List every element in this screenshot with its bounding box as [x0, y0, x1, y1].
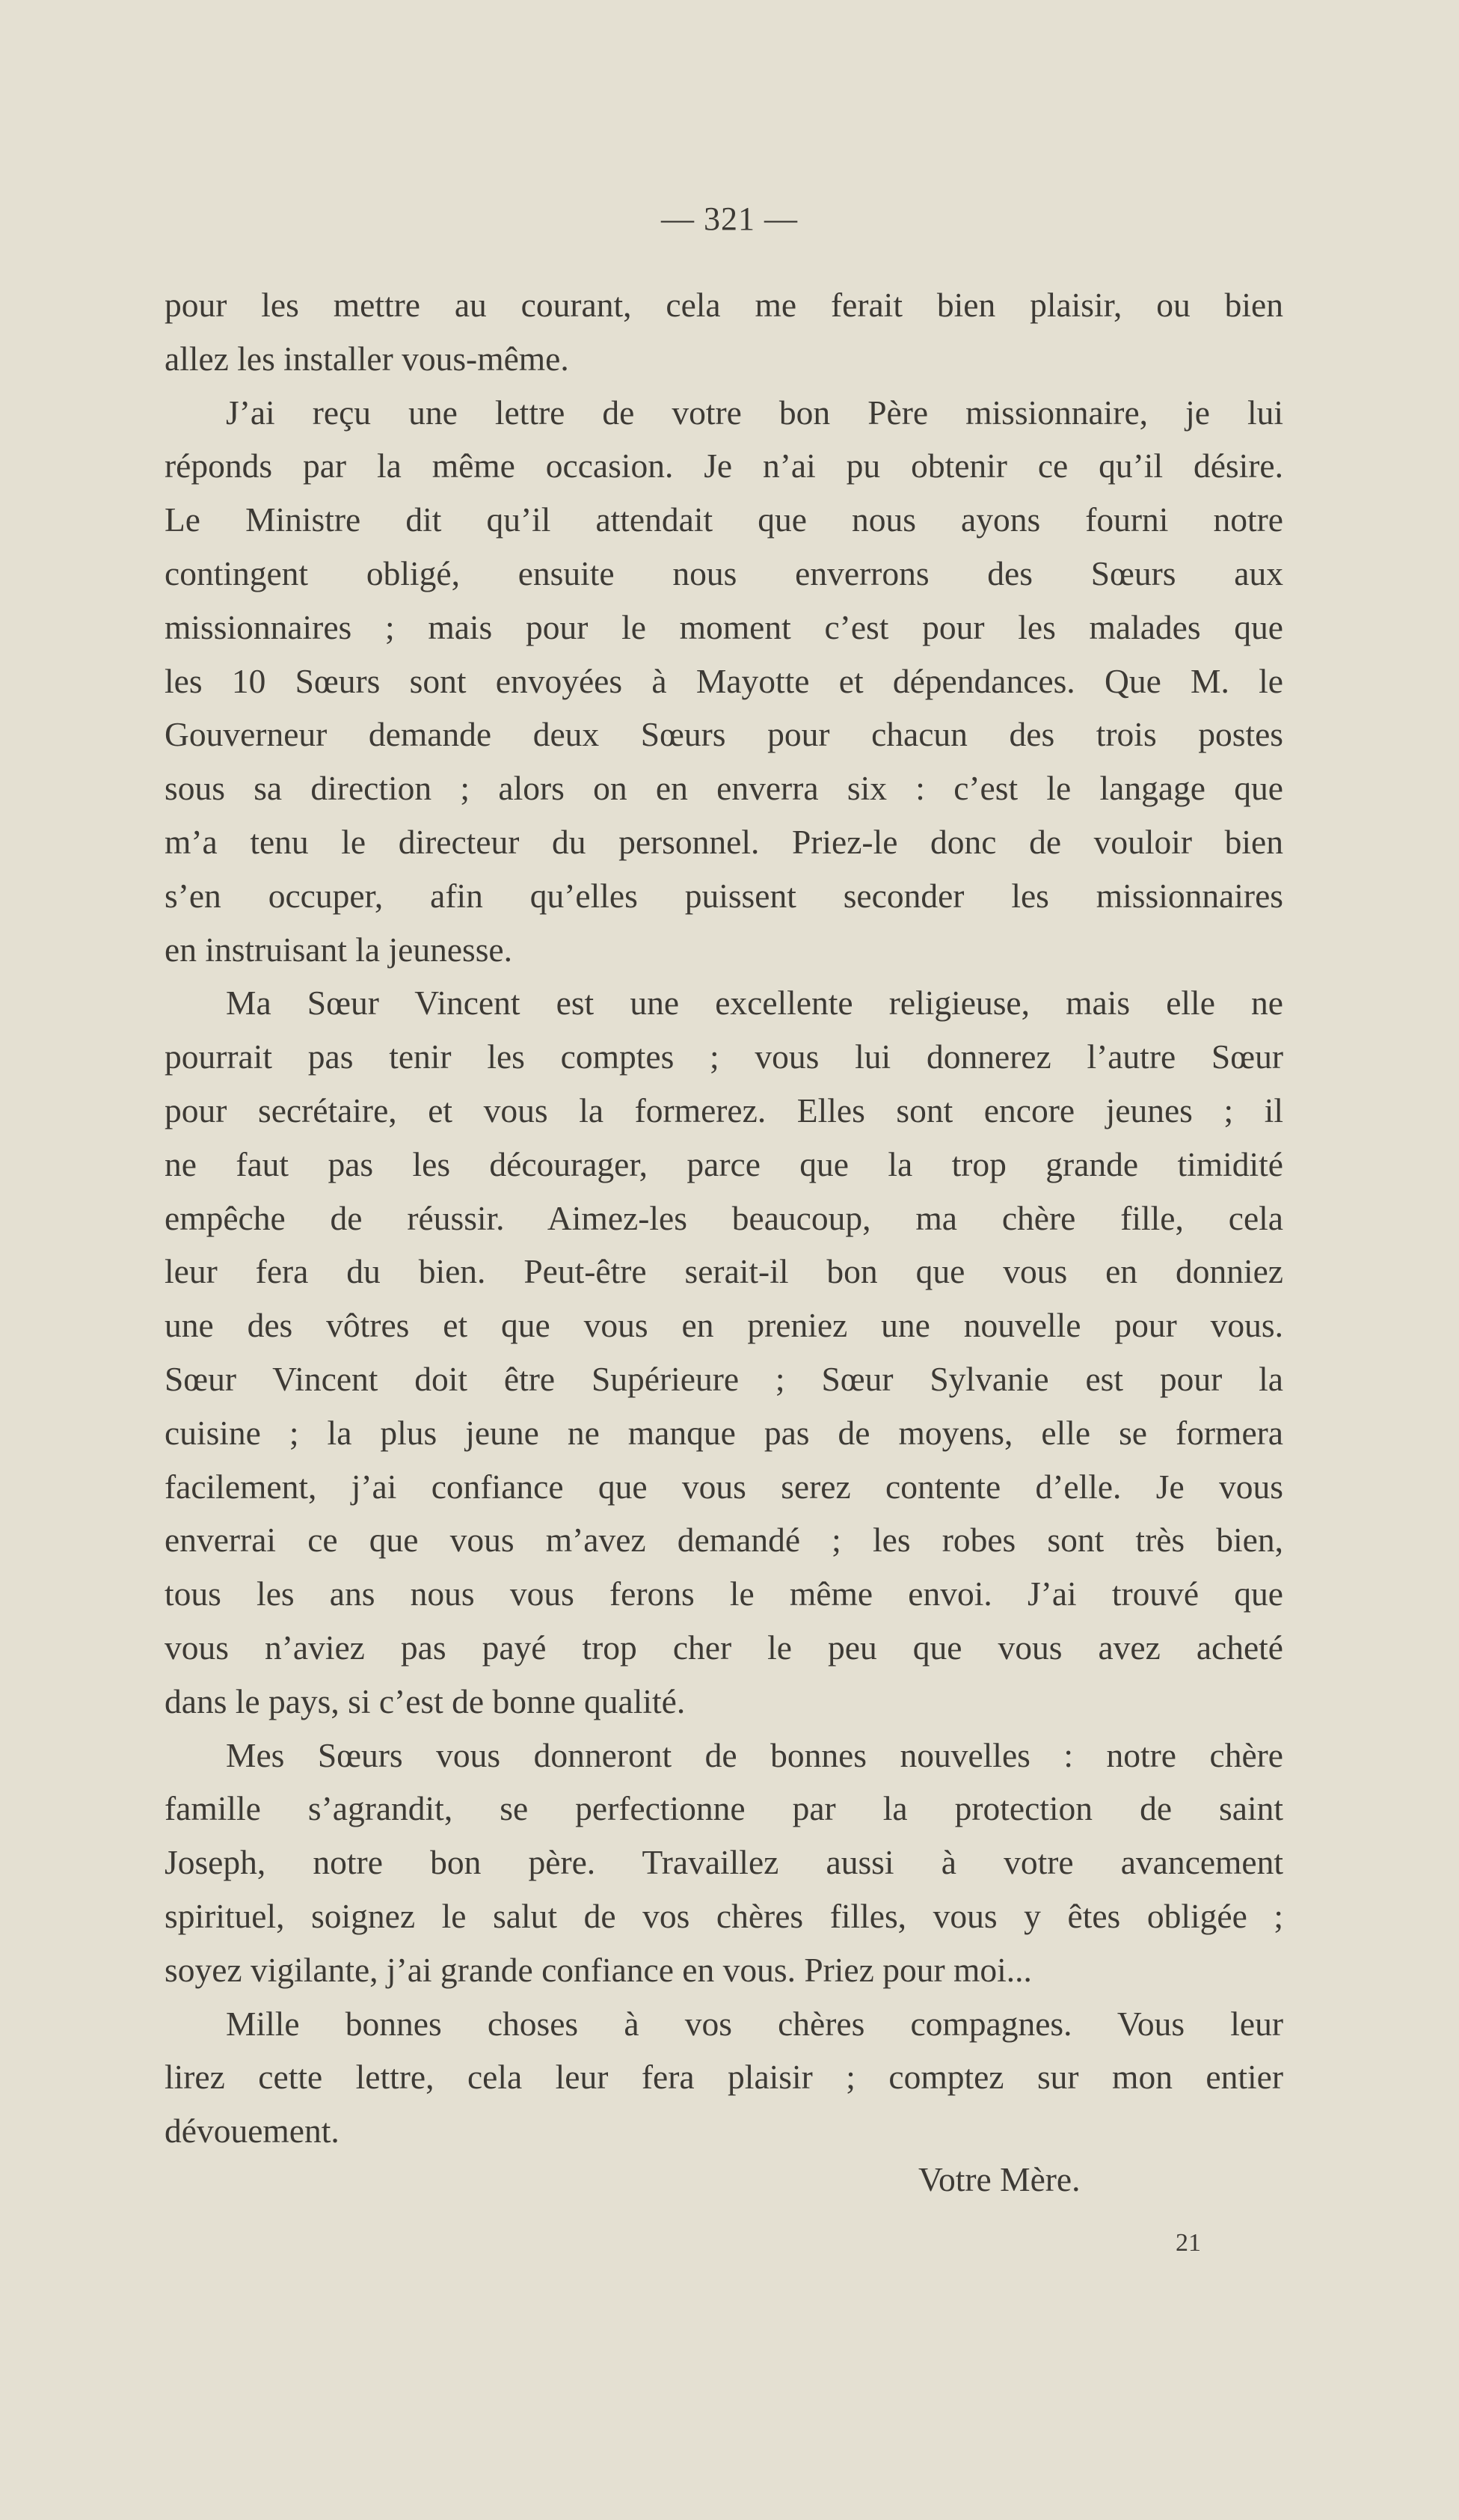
text-line: leur fera du bien. Peut-être serait-il bon que vous en donniez [165, 1252, 1283, 1291]
text-line: Mille bonnes choses à vos chères compagnes. Vous leur [226, 2004, 1283, 2043]
letter-closing: Votre Mère. [918, 2160, 1081, 2198]
text-line: sous sa direction ; alors on en enverra six : c’est le langage que [165, 769, 1283, 808]
text-line: lirez cette lettre, cela leur fera plaisir ; comptez sur mon entier [165, 2058, 1283, 2097]
text-line: réponds par la même occasion. Je n’ai pu obtenir ce qu’il désire. [165, 447, 1283, 485]
letter-body [165, 278, 1283, 2158]
text-line: vous n’aviez pas payé trop cher le peu que vous avez acheté [165, 1628, 1283, 1667]
text-line: Sœur Vincent doit être Supérieure ; Sœur Sylvanie est pour la [165, 1359, 1283, 1398]
text-line: dévouement. [165, 2112, 340, 2150]
text-line: soyez vigilante, j’ai grande confiance en vous. Priez pour moi... [165, 1950, 1032, 1989]
text-line: pourrait pas tenir les comptes ; vous lui donnerez l’autre Sœur [165, 1037, 1283, 1076]
page-number-header: — 321 — [661, 200, 798, 237]
text-line: empêche de réussir. Aimez-les beaucoup, ma chère fille, cela [165, 1198, 1283, 1237]
text-line: contingent obligé, ensuite nous enverrons des Sœurs aux [165, 554, 1283, 592]
text-line: dans le pays, si c’est de bonne qualité. [165, 1681, 686, 1720]
text-line: en instruisant la jeunesse. [165, 930, 512, 969]
text-line: famille s’agrandit, se perfectionne par la protection de saint [165, 1789, 1283, 1828]
text-line: m’a tenu le directeur du personnel. Priez-le donc de vouloir bien [165, 822, 1283, 861]
text-line: spirituel, soignez le salut de vos chères filles, vous y êtes obligée ; [165, 1896, 1283, 1935]
text-line: ne faut pas les décourager, parce que la trop grande timidité [165, 1144, 1283, 1183]
text-line: Le Ministre dit qu’il attendait que nous ayons fourni notre [165, 500, 1283, 539]
text-line: Mes Sœurs vous donneront de bonnes nouvelles : notre chère [226, 1735, 1283, 1774]
text-line: une des vôtres et que vous en preniez une nouvelle pour vous. [165, 1306, 1283, 1345]
text-line: pour secrétaire, et vous la formerez. Elles sont encore jeunes ; il [165, 1091, 1283, 1129]
text-line: enverrai ce que vous m’avez demandé ; les robes sont très bien, [165, 1521, 1283, 1560]
text-line: Joseph, notre bon père. Travaillez aussi à votre avancement [165, 1843, 1283, 1882]
text-line: pour les mettre au courant, cela me ferait bien plaisir, ou bien [165, 286, 1283, 324]
signature-mark: 21 [1176, 2229, 1201, 2257]
text-line: tous les ans nous vous ferons le même envoi. J’ai trouvé que [165, 1575, 1283, 1613]
text-line: Ma Sœur Vincent est une excellente religieuse, mais elle ne [226, 984, 1283, 1023]
text-line: missionnaires ; mais pour le moment c’est pour les malades que [165, 607, 1283, 646]
text-line: Gouverneur demande deux Sœurs pour chacun des trois postes [165, 715, 1283, 754]
text-line: facilement, j’ai confiance que vous serez contente d’elle. Je vous [165, 1467, 1283, 1506]
text-line: les 10 Sœurs sont envoyées à Mayotte et dépendances. Que M. le [165, 661, 1283, 700]
text-line: allez les installer vous-même. [165, 339, 569, 378]
text-line: J’ai reçu une lettre de votre bon Père missionnaire, je lui [226, 393, 1283, 432]
text-line: cuisine ; la plus jeune ne manque pas de moyens, elle se formera [165, 1413, 1283, 1452]
text-line: s’en occuper, afin qu’elles puissent seconder les missionnaires [165, 876, 1283, 915]
